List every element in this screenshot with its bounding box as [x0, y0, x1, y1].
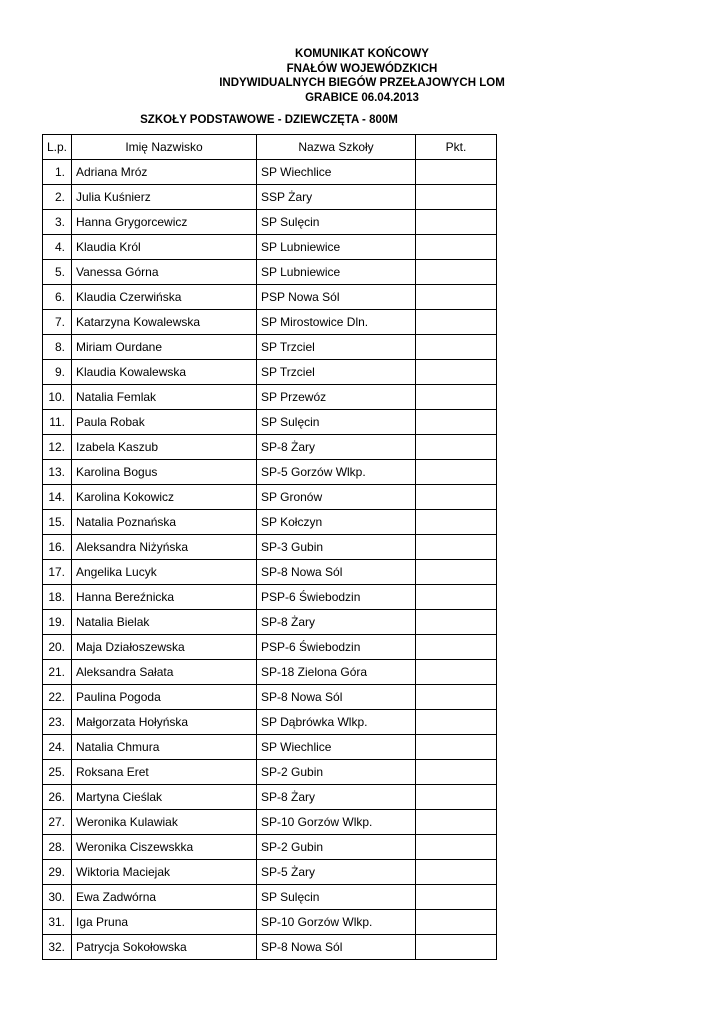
row-number: 10. — [43, 385, 72, 410]
title-line: GRABICE 06.04.2013 — [305, 91, 419, 104]
school-name: SP Trzciel — [257, 335, 416, 360]
header-school: Nazwa Szkoły — [257, 135, 416, 160]
row-number: 8. — [43, 335, 72, 360]
athlete-name: Weronika Ciszewskka — [72, 835, 257, 860]
table-row — [43, 235, 497, 260]
row-number: 25. — [43, 760, 72, 785]
table-row — [43, 360, 497, 385]
athlete-name: Klaudia Czerwińska — [72, 285, 257, 310]
table-row — [43, 510, 497, 535]
school-name: SP-5 Żary — [257, 860, 416, 885]
table-row — [43, 935, 497, 960]
school-name: SP Lubniewice — [257, 260, 416, 285]
points-cell — [416, 235, 497, 260]
school-name: PSP-6 Świebodzin — [257, 635, 416, 660]
points-cell — [416, 910, 497, 935]
table-row — [43, 635, 497, 660]
table-row — [43, 885, 497, 910]
athlete-name: Martyna Cieślak — [72, 785, 257, 810]
table-row — [43, 660, 497, 685]
athlete-name: Paulina Pogoda — [72, 685, 257, 710]
athlete-name: Paula Robak — [72, 410, 257, 435]
athlete-name: Vanessa Górna — [72, 260, 257, 285]
points-cell — [416, 310, 497, 335]
table-row — [43, 435, 497, 460]
row-number: 27. — [43, 810, 72, 835]
points-cell — [416, 810, 497, 835]
school-name: SSP Żary — [257, 185, 416, 210]
athlete-name: Julia Kuśnierz — [72, 185, 257, 210]
athlete-name: Roksana Eret — [72, 760, 257, 785]
school-name: SP-8 Nowa Sól — [257, 685, 416, 710]
table-row — [43, 210, 497, 235]
athlete-name: Natalia Bielak — [72, 610, 257, 635]
school-name: SP Przewóz — [257, 385, 416, 410]
points-cell — [416, 610, 497, 635]
row-number: 20. — [43, 635, 72, 660]
points-cell — [416, 335, 497, 360]
table-row — [43, 835, 497, 860]
row-number: 5. — [43, 260, 72, 285]
row-number: 12. — [43, 435, 72, 460]
header-name: Imię Nazwisko — [72, 135, 257, 160]
athlete-name: Katarzyna Kowalewska — [72, 310, 257, 335]
school-name: SP-2 Gubin — [257, 760, 416, 785]
table-row — [43, 685, 497, 710]
row-number: 6. — [43, 285, 72, 310]
points-cell — [416, 510, 497, 535]
row-number: 13. — [43, 460, 72, 485]
points-cell — [416, 660, 497, 685]
row-number: 28. — [43, 835, 72, 860]
table-row — [43, 585, 497, 610]
school-name: SP-8 Żary — [257, 785, 416, 810]
row-number: 14. — [43, 485, 72, 510]
table-row — [43, 260, 497, 285]
category-subtitle: SZKOŁY PODSTAWOWE - DZIEWCZĘTA - 800M — [140, 114, 398, 126]
athlete-name: Karolina Bogus — [72, 460, 257, 485]
points-cell — [416, 685, 497, 710]
table-row — [43, 760, 497, 785]
table-row — [43, 810, 497, 835]
table-row — [43, 710, 497, 735]
school-name: SP Wiechlice — [257, 160, 416, 185]
points-cell — [416, 635, 497, 660]
athlete-name: Iga Pruna — [72, 910, 257, 935]
table-row — [43, 535, 497, 560]
points-cell — [416, 535, 497, 560]
points-cell — [416, 585, 497, 610]
athlete-name: Aleksandra Niżyńska — [72, 535, 257, 560]
results-table — [42, 134, 497, 960]
header-lp: L.p. — [43, 135, 72, 160]
school-name: SP Mirostowice Dln. — [257, 310, 416, 335]
row-number: 29. — [43, 860, 72, 885]
school-name: SP Wiechlice — [257, 735, 416, 760]
table-row — [43, 160, 497, 185]
athlete-name: Hanna Grygorcewicz — [72, 210, 257, 235]
table-row — [43, 285, 497, 310]
school-name: SP Gronów — [257, 485, 416, 510]
school-name: SP-18 Zielona Góra — [257, 660, 416, 685]
school-name: SP Lubniewice — [257, 235, 416, 260]
athlete-name: Miriam Ourdane — [72, 335, 257, 360]
row-number: 16. — [43, 535, 72, 560]
row-number: 21. — [43, 660, 72, 685]
school-name: PSP-6 Świebodzin — [257, 585, 416, 610]
table-header-row — [43, 135, 497, 160]
header-points: Pkt. — [416, 135, 497, 160]
row-number: 24. — [43, 735, 72, 760]
school-name: SP-8 Żary — [257, 435, 416, 460]
row-number: 30. — [43, 885, 72, 910]
row-number: 22. — [43, 685, 72, 710]
athlete-name: Klaudia Król — [72, 235, 257, 260]
athlete-name: Klaudia Kowalewska — [72, 360, 257, 385]
athlete-name: Maja Działoszewska — [72, 635, 257, 660]
athlete-name: Adriana Mróz — [72, 160, 257, 185]
row-number: 9. — [43, 360, 72, 385]
table-row — [43, 460, 497, 485]
row-number: 32. — [43, 935, 72, 960]
row-number: 1. — [43, 160, 72, 185]
points-cell — [416, 935, 497, 960]
athlete-name: Natalia Femlak — [72, 385, 257, 410]
points-cell — [416, 860, 497, 885]
row-number: 31. — [43, 910, 72, 935]
row-number: 23. — [43, 710, 72, 735]
row-number: 17. — [43, 560, 72, 585]
points-cell — [416, 285, 497, 310]
table-row — [43, 785, 497, 810]
points-cell — [416, 160, 497, 185]
points-cell — [416, 835, 497, 860]
table-row — [43, 310, 497, 335]
points-cell — [416, 410, 497, 435]
athlete-name: Angelika Lucyk — [72, 560, 257, 585]
points-cell — [416, 260, 497, 285]
table-row — [43, 485, 497, 510]
school-name: SP-10 Gorzów Wlkp. — [257, 810, 416, 835]
title-line: INDYWIDUALNYCH BIEGÓW PRZEŁAJOWYCH LOM — [219, 77, 505, 89]
athlete-name: Ewa Zadwórna — [72, 885, 257, 910]
school-name: SP Dąbrówka Wlkp. — [257, 710, 416, 735]
school-name: SP-8 Żary — [257, 610, 416, 635]
school-name: SP-10 Gorzów Wlkp. — [257, 910, 416, 935]
athlete-name: Weronika Kulawiak — [72, 810, 257, 835]
title-line: KOMUNIKAT KOŃCOWY — [295, 48, 429, 60]
points-cell — [416, 735, 497, 760]
points-cell — [416, 760, 497, 785]
athlete-name: Aleksandra Sałata — [72, 660, 257, 685]
points-cell — [416, 785, 497, 810]
row-number: 11. — [43, 410, 72, 435]
school-name: SP Kołczyn — [257, 510, 416, 535]
table-row — [43, 610, 497, 635]
school-name: SP-5 Gorzów Wlkp. — [257, 460, 416, 485]
school-name: SP-8 Nowa Sól — [257, 560, 416, 585]
table-row — [43, 560, 497, 585]
row-number: 3. — [43, 210, 72, 235]
points-cell — [416, 385, 497, 410]
athlete-name: Natalia Poznańska — [72, 510, 257, 535]
school-name: PSP Nowa Sól — [257, 285, 416, 310]
athlete-name: Karolina Kokowicz — [72, 485, 257, 510]
table-row — [43, 385, 497, 410]
row-number: 19. — [43, 610, 72, 635]
table-row — [43, 185, 497, 210]
school-name: SP-8 Nowa Sól — [257, 935, 416, 960]
school-name: SP-2 Gubin — [257, 835, 416, 860]
row-number: 2. — [43, 185, 72, 210]
school-name: SP-3 Gubin — [257, 535, 416, 560]
table-row — [43, 335, 497, 360]
table-row — [43, 860, 497, 885]
points-cell — [416, 435, 497, 460]
points-cell — [416, 460, 497, 485]
points-cell — [416, 360, 497, 385]
points-cell — [416, 485, 497, 510]
points-cell — [416, 185, 497, 210]
athlete-name: Natalia Chmura — [72, 735, 257, 760]
points-cell — [416, 885, 497, 910]
row-number: 15. — [43, 510, 72, 535]
table-row — [43, 910, 497, 935]
athlete-name: Hanna Bereźnicka — [72, 585, 257, 610]
row-number: 7. — [43, 310, 72, 335]
points-cell — [416, 710, 497, 735]
table-row — [43, 410, 497, 435]
points-cell — [416, 560, 497, 585]
school-name: SP Sulęcin — [257, 410, 416, 435]
athlete-name: Izabela Kaszub — [72, 435, 257, 460]
points-cell — [416, 210, 497, 235]
document-title — [0, 47, 724, 105]
table-row — [43, 735, 497, 760]
row-number: 18. — [43, 585, 72, 610]
athlete-name: Patrycja Sokołowska — [72, 935, 257, 960]
school-name: SP Trzciel — [257, 360, 416, 385]
school-name: SP Sulęcin — [257, 885, 416, 910]
school-name: SP Sulęcin — [257, 210, 416, 235]
row-number: 4. — [43, 235, 72, 260]
row-number: 26. — [43, 785, 72, 810]
title-line: FNAŁÓW WOJEWÓDZKICH — [286, 62, 438, 75]
athlete-name: Wiktoria Maciejak — [72, 860, 257, 885]
athlete-name: Małgorzata Hołyńska — [72, 710, 257, 735]
